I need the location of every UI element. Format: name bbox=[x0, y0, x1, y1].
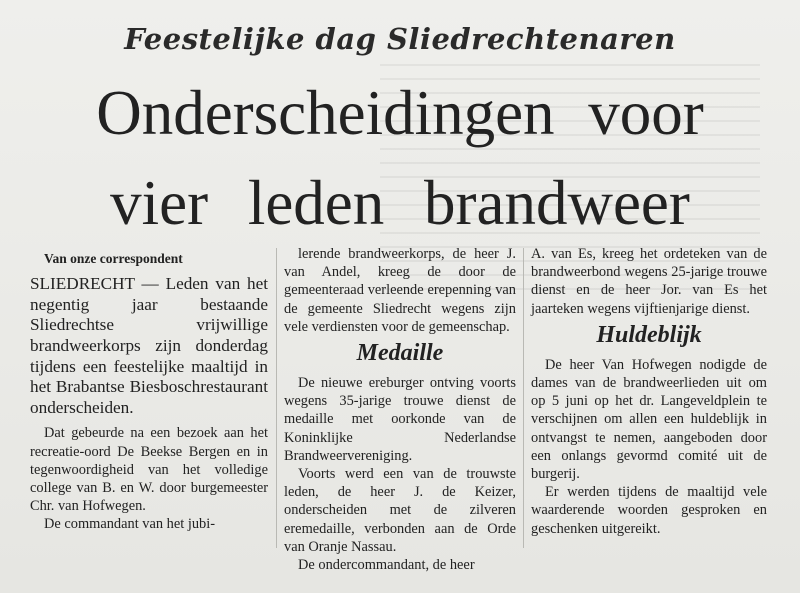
body-paragraph: De heer Van Hofwegen nodigde de dames van de brandweerlieden uit om op 5 juni op het dr. Langeveldplein te verschijnen om allen een huldeblijk in ontvangst te nemen, aangeboden door een onlangs gevormd comité uit de burgerij. bbox=[531, 356, 767, 483]
body-paragraph: Er werden tijdens de maaltijd vele waarderende woorden gesproken en geschenken uitgereikt. bbox=[531, 484, 767, 537]
subheading-huldeblijk: Huldeblijk bbox=[596, 321, 702, 348]
body-paragraph: De ondercommandant, de heer bbox=[298, 557, 475, 574]
body-paragraph: A. van Es, kreeg het ordeteken van de brandweerbond wegens 25-jarige trouwe dienst en de heer Jor. van Es het jaarteken wegens vijftienjarige dienst. bbox=[531, 246, 767, 317]
kicker-headline: Feestelijke dag Sliedrechtenaren bbox=[124, 22, 676, 56]
article-column-1 bbox=[30, 250, 268, 534]
byline: Van onze correspondent bbox=[44, 251, 183, 266]
body-paragraph: Dat gebeurde na een bezoek aan het recreatie-oord De Beekse Bergen en in tegenwoordigheid van het volledige college van B. en W. door burgemeester Chr. van Hofwegen. bbox=[30, 425, 268, 515]
body-paragraph: lerende brandweerkorps, de heer J. van Andel, kreeg de door de gemeenteraad verleende erepenning van de gemeente Sliedrecht wegens zijn vele verdiensten voor de gemeenschap. bbox=[284, 246, 516, 335]
subheading-medaille: Medaille bbox=[356, 340, 444, 367]
headline-line-2: vier leden brandweer bbox=[110, 168, 690, 238]
lead-paragraph: SLIEDRECHT — Leden van het negentig jaar bestaande Sliedrechtse vrijwillige brandweerkorps zijn donderdag tijdens een feestelijke maaltijd in het Brabantse Biesboschrestaurant onderscheiden. bbox=[30, 274, 268, 417]
column-divider-2 bbox=[523, 248, 524, 548]
article-column-2 bbox=[284, 245, 516, 574]
body-paragraph: De commandant van het jubi- bbox=[44, 516, 216, 533]
column-divider-1 bbox=[276, 248, 277, 548]
body-paragraph: De nieuwe ereburger ontving voorts wegens 35-jarige trouwe dienst de medaille met oorkonde van de Koninklijke Nederlandse Brandweervereniging. bbox=[284, 375, 516, 464]
article-column-3 bbox=[531, 245, 767, 538]
body-paragraph: Voorts werd een van de trouwste leden, de heer J. de Keizer, onderscheiden met de zilveren eremedaille, verbonden aan de Orde van Oranje Nassau. bbox=[284, 466, 516, 555]
headline-line-1: Onderscheidingen voor bbox=[96, 78, 704, 148]
